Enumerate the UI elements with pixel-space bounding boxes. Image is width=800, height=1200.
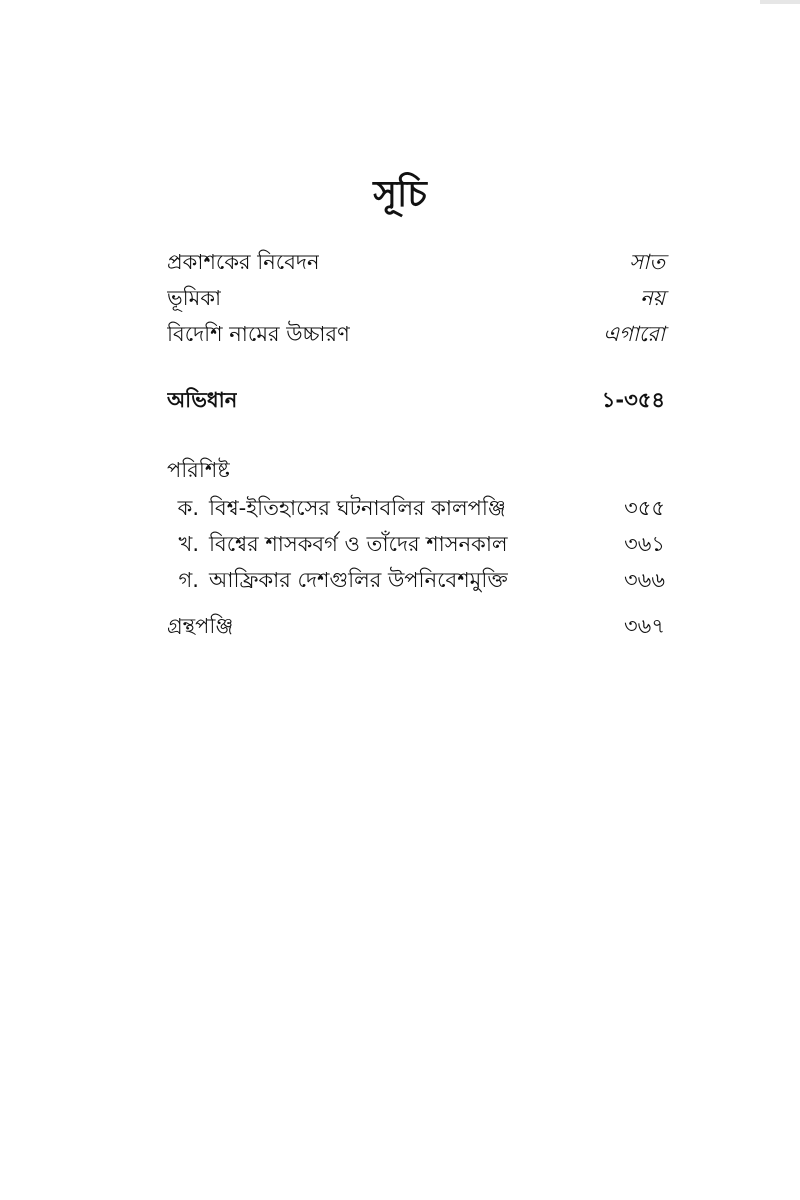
- appendix-item-label: আফ্রিকার দেশগুলির উপনিবেশমুক্তি: [209, 568, 508, 592]
- toc-entry-label: অভিধান: [167, 388, 238, 412]
- appendix-item-marker: ক.: [177, 496, 199, 520]
- appendix-item-label: বিশ্ব-ইতিহাসের ঘটনাবলির কালপঞ্জি: [209, 496, 506, 520]
- toc-entry-page: ৩৬৭: [624, 614, 665, 638]
- toc-entry-page: এগারো: [603, 322, 665, 346]
- toc-entry-label: পরিশিষ্ট: [167, 458, 230, 482]
- toc-entry-label: বিদেশি নামের উচ্চারণ: [167, 322, 350, 346]
- toc-appendix-item: [167, 526, 665, 562]
- toc-entry-label: গ্রন্থপঞ্জি: [167, 614, 234, 638]
- toc-entry-label: ভূমিকা: [167, 286, 222, 310]
- appendix-item-label: বিশ্বের শাসকবর্গ ও তাঁদের শাসনকাল: [209, 532, 508, 556]
- toc-entry-label: প্রকাশকের নিবেদন: [167, 250, 320, 274]
- toc-appendix-heading: [167, 452, 665, 488]
- appendix-item-marker: গ.: [178, 568, 199, 592]
- toc-entry-page: ১-৩৫৪: [601, 388, 665, 412]
- toc-entry-bibliography: [167, 608, 665, 644]
- toc-appendix-item: [167, 490, 665, 526]
- toc-entry-page: সাত: [629, 250, 665, 274]
- toc-appendix-item: [167, 562, 665, 598]
- toc-entry-dictionary: [167, 382, 665, 418]
- toc-entry-pronunciation: [167, 316, 665, 352]
- toc-entry-publisher-note: [167, 244, 665, 280]
- toc-entry-page: ৩৫৫: [624, 496, 665, 520]
- toc-entry-introduction: [167, 280, 665, 316]
- scan-edge-mark: [760, 0, 800, 4]
- appendix-item-marker: খ.: [178, 532, 199, 556]
- toc-entry-page: ৩৬১: [624, 532, 665, 556]
- toc-entry-page: নয়: [640, 286, 665, 310]
- page-title: সূচি: [373, 174, 427, 215]
- toc-entry-page: ৩৬৬: [624, 568, 665, 592]
